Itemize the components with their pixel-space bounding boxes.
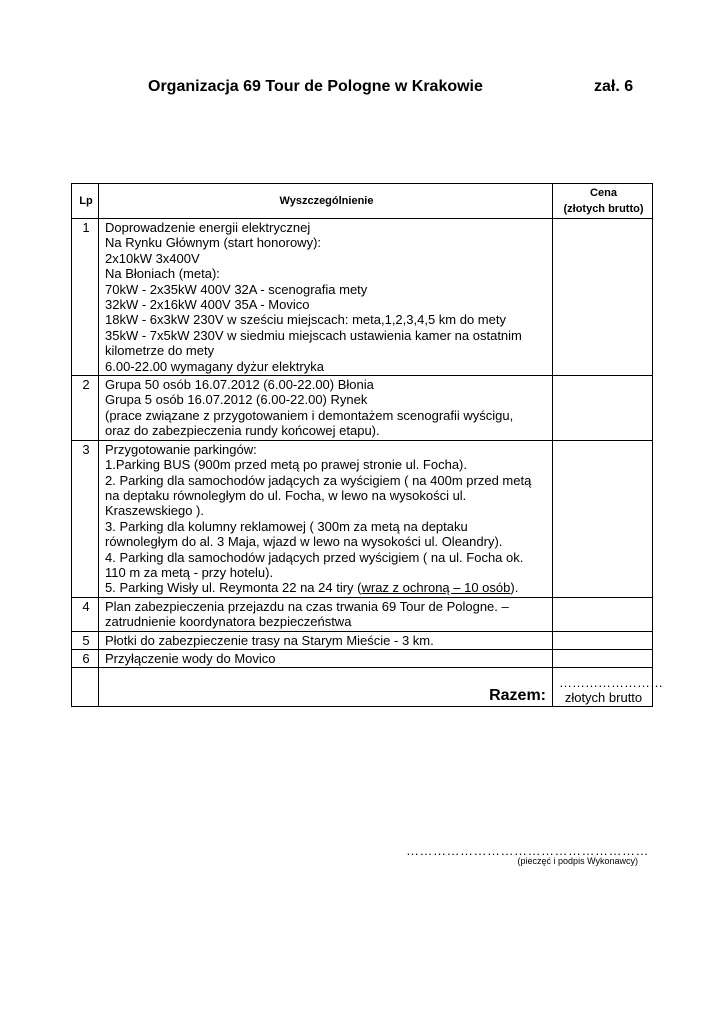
row-line: Płotki do zabezpieczenie trasy na Starym Mieście - 3 km.: [105, 632, 434, 648]
row-line: Doprowadzenie energii elektrycznej: [105, 220, 311, 235]
row-line: 110 m za metą - przy hotelu).: [105, 564, 274, 580]
row-line: Grupa 50 osób 16.07.2012 (6.00-22.00) Błonia: [105, 377, 374, 393]
row-description: [99, 649, 553, 667]
row-line: kilometrze do mety: [105, 343, 215, 359]
table-row: [72, 376, 653, 441]
row-line: zatrudnienie koordynatora bezpieczeństwa: [105, 614, 352, 630]
row-line: Na Rynku Głównym (start honorowy):: [105, 235, 322, 251]
table-row: [72, 440, 653, 597]
row-description: [99, 376, 553, 441]
row-line: 70kW - 2x35kW 400V 32A - scenografia mety: [105, 281, 368, 297]
row-description: [99, 597, 553, 631]
total-unit: złotych brutto: [564, 689, 643, 705]
row-line: 35kW - 7x5kW 230V w siedmiu miejscach ustawienia kamer na ostatnim: [105, 327, 522, 343]
table-row: [72, 597, 653, 631]
row-line: Przygotowanie parkingów:: [105, 441, 257, 457]
row-line: 18kW - 6x3kW 230V w sześciu miejscach: meta,1,2,3,4,5 km do mety: [105, 312, 506, 328]
row-line: 4. Parking dla samochodów jadących przed wyścigiem ( na ul. Focha ok.: [105, 549, 524, 565]
row-line: 2. Parking dla samochodów jadących za wyścigiem ( na 400m przed metą: [105, 472, 532, 488]
signature-line: ………………………………………………: [406, 843, 649, 858]
row-line: Na Błoniach (meta):: [105, 266, 220, 282]
total-label-cell: [99, 668, 553, 707]
row-line: 3. Parking dla kolumny reklamowej ( 300m za metą na deptaku: [105, 518, 468, 534]
row-number: 6: [72, 649, 99, 667]
header-price-line2: (złotych brutto): [563, 203, 644, 215]
table-header-row: [72, 184, 653, 219]
row-line: 6.00-22.00 wymagany dyżur elektryka: [105, 358, 324, 374]
header-price: [553, 184, 653, 219]
row-price-cell[interactable]: [553, 376, 653, 441]
specification-table: [71, 183, 663, 707]
parking-5-text: 5. Parking Wisły ul. Reymonta 22 na 24 tiry (: [105, 580, 362, 596]
document-title: Organizacja 69 Tour de Pologne w Krakowie: [148, 78, 483, 95]
row-description: [99, 440, 553, 597]
table-row: [72, 649, 653, 667]
row-line: Przyłączenie wody do Movico: [105, 650, 276, 666]
row-line: Kraszewskiego ).: [105, 503, 204, 519]
row-number: 1: [72, 219, 99, 376]
row-price-cell[interactable]: [553, 631, 653, 649]
total-row: [72, 668, 653, 707]
row-description: [99, 219, 553, 376]
row-number: 5: [72, 631, 99, 649]
total-dots: ……………………: [559, 674, 663, 690]
row-number: 3: [72, 440, 99, 597]
parking-5-security-note: wraz z ochroną – 10 osób: [361, 580, 511, 596]
row-price-cell[interactable]: [553, 649, 653, 667]
row-line: Plan zabezpieczenia przejazdu na czas trwania 69 Tour de Pologne. –: [105, 598, 509, 614]
total-price-cell[interactable]: [553, 668, 663, 707]
row-line-parking-5: [105, 580, 548, 595]
row-line: na deptaku równoległym do ul. Focha, w lewo na wysokości ul.: [105, 487, 467, 503]
row-line: oraz do zabezpieczenia rundy końcowej etapu).: [105, 423, 380, 439]
row-line: (prace związane z przygotowaniem i demontażem scenografii wyścigu,: [105, 407, 514, 423]
signature-caption: (pieczęć i podpis Wykonawcy): [517, 856, 638, 866]
header-description: Wyszczególnienie: [99, 184, 553, 219]
total-label: Razem:: [489, 686, 546, 704]
annex-number: zał. 6: [594, 78, 634, 95]
row-line: równoległym do al. 3 Maja, wjazd w lewo na wysokości ul. Oleandry).: [105, 534, 503, 550]
row-number: 4: [72, 597, 99, 631]
table-row: [72, 631, 653, 649]
row-price-cell[interactable]: [553, 597, 653, 631]
row-price-cell[interactable]: [553, 219, 653, 376]
row-price-cell[interactable]: [553, 440, 653, 597]
row-description: [99, 631, 553, 649]
row-line: 32kW - 2x16kW 400V 35A - Movico: [105, 297, 310, 313]
row-line: 1.Parking BUS (900m przed metą po prawej stronie ul. Focha).: [105, 457, 468, 473]
total-lp-cell: [72, 668, 99, 707]
header-lp: Lp: [72, 184, 99, 219]
parking-5-suffix: ).: [510, 580, 519, 596]
row-line: Grupa 5 osób 16.07.2012 (6.00-22.00) Rynek: [105, 392, 368, 408]
row-number: 2: [72, 376, 99, 441]
table-row: [72, 219, 653, 376]
header-price-line1: Cena: [590, 187, 617, 199]
row-line: 2x10kW 3x400V: [105, 250, 200, 266]
